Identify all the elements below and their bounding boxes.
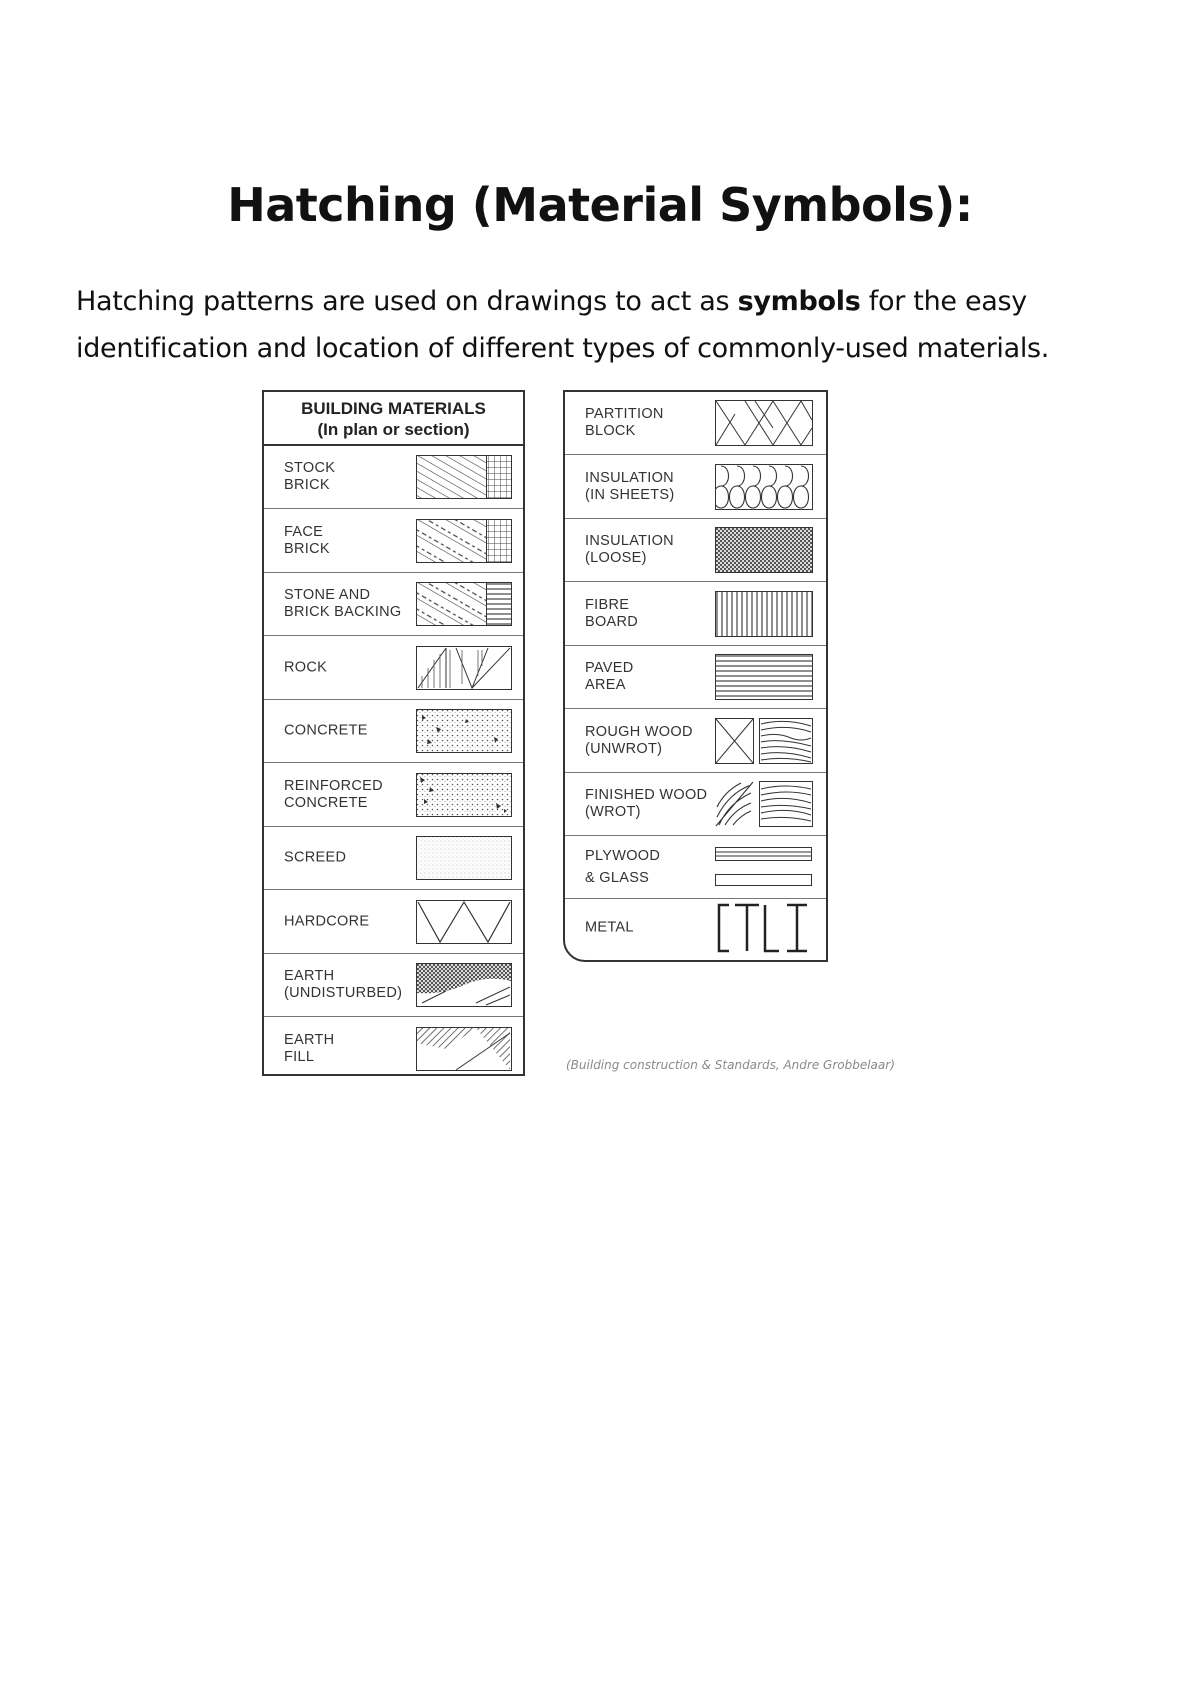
material-label: EARTH (UNDISTURBED) [284, 968, 403, 1001]
page-title: Hatching (Material Symbols): [227, 178, 973, 232]
material-label: INSULATION (IN SHEETS) [585, 469, 675, 503]
stone-brick-hatch-icon [416, 582, 512, 626]
material-row [264, 1017, 523, 1081]
material-row [264, 700, 523, 763]
concrete-hatch-icon [416, 709, 512, 753]
material-label: STOCK BRICK [284, 460, 336, 493]
intro-text-start: Hatching patterns are used on drawings to act as [76, 286, 738, 317]
material-row [565, 519, 826, 582]
building-materials-table-right [563, 390, 828, 962]
earth-fill-hatch-icon [416, 1027, 512, 1071]
material-row [565, 836, 826, 899]
material-row [565, 899, 826, 956]
material-label: STONE AND BRICK BACKING [284, 587, 402, 620]
material-row [565, 455, 826, 519]
material-label: FACE BRICK [284, 523, 330, 557]
paved-area-hatch-icon [715, 654, 813, 700]
material-row [565, 773, 826, 836]
source-citation: (Building construction & Standards, Andre Grobbelaar) [566, 1058, 895, 1072]
rock-hatch-icon [416, 646, 512, 690]
material-label: REINFORCED CONCRETE [284, 777, 383, 811]
material-label: FIBRE BOARD [585, 596, 639, 630]
metal-sections-icon [715, 903, 813, 953]
rough-wood-hatch-icon [715, 718, 813, 764]
intro-text-end: for the easy identification and location of different types of commonly-used materials. [76, 286, 1050, 364]
partition-block-hatch-icon [715, 400, 813, 446]
stock-brick-hatch-icon [416, 455, 512, 499]
material-label: PARTITION BLOCK [585, 406, 664, 439]
material-label: METAL [585, 919, 634, 935]
material-row [264, 636, 523, 700]
finished-wood-hatch-icon [715, 781, 813, 827]
material-row [264, 446, 523, 509]
material-row [264, 827, 523, 890]
insulation-loose-hatch-icon [715, 527, 813, 573]
insulation-sheets-hatch-icon [715, 464, 813, 510]
material-row [264, 890, 523, 954]
material-row [565, 582, 826, 646]
face-brick-hatch-icon [416, 519, 512, 563]
material-row [264, 573, 523, 636]
material-row [565, 646, 826, 709]
material-label: PLYWOOD & GLASS [585, 848, 661, 886]
material-label: CONCRETE [284, 722, 368, 739]
table-header-subtitle: (In plan or section) [317, 420, 470, 439]
material-label: SCREED [284, 849, 347, 866]
building-materials-table-left [262, 390, 525, 1076]
material-row [264, 954, 523, 1017]
material-label: ROUGH WOOD (UNWROT) [585, 723, 693, 757]
intro-emphasis: symbols [737, 286, 861, 317]
intro-paragraph [76, 278, 1136, 372]
material-label: FINISHED WOOD (WROT) [585, 787, 708, 820]
material-label: INSULATION (LOOSE) [585, 533, 674, 566]
material-row [565, 709, 826, 773]
material-label: PAVED AREA [585, 660, 634, 693]
earth-undisturbed-hatch-icon [416, 963, 512, 1007]
material-row [565, 392, 826, 455]
material-label: HARDCORE [284, 913, 370, 929]
fibre-board-hatch-icon [715, 591, 813, 637]
material-label: EARTH FILL [284, 1032, 335, 1065]
table-header [264, 392, 523, 446]
plywood-glass-hatch-icon [715, 844, 813, 890]
material-label: ROCK [284, 659, 328, 675]
screed-hatch-icon [416, 836, 512, 880]
hardcore-hatch-icon [416, 900, 512, 944]
material-row [264, 509, 523, 573]
material-row [264, 763, 523, 827]
reinforced-concrete-hatch-icon [416, 773, 512, 817]
table-header-title: BUILDING MATERIALS [301, 399, 486, 418]
